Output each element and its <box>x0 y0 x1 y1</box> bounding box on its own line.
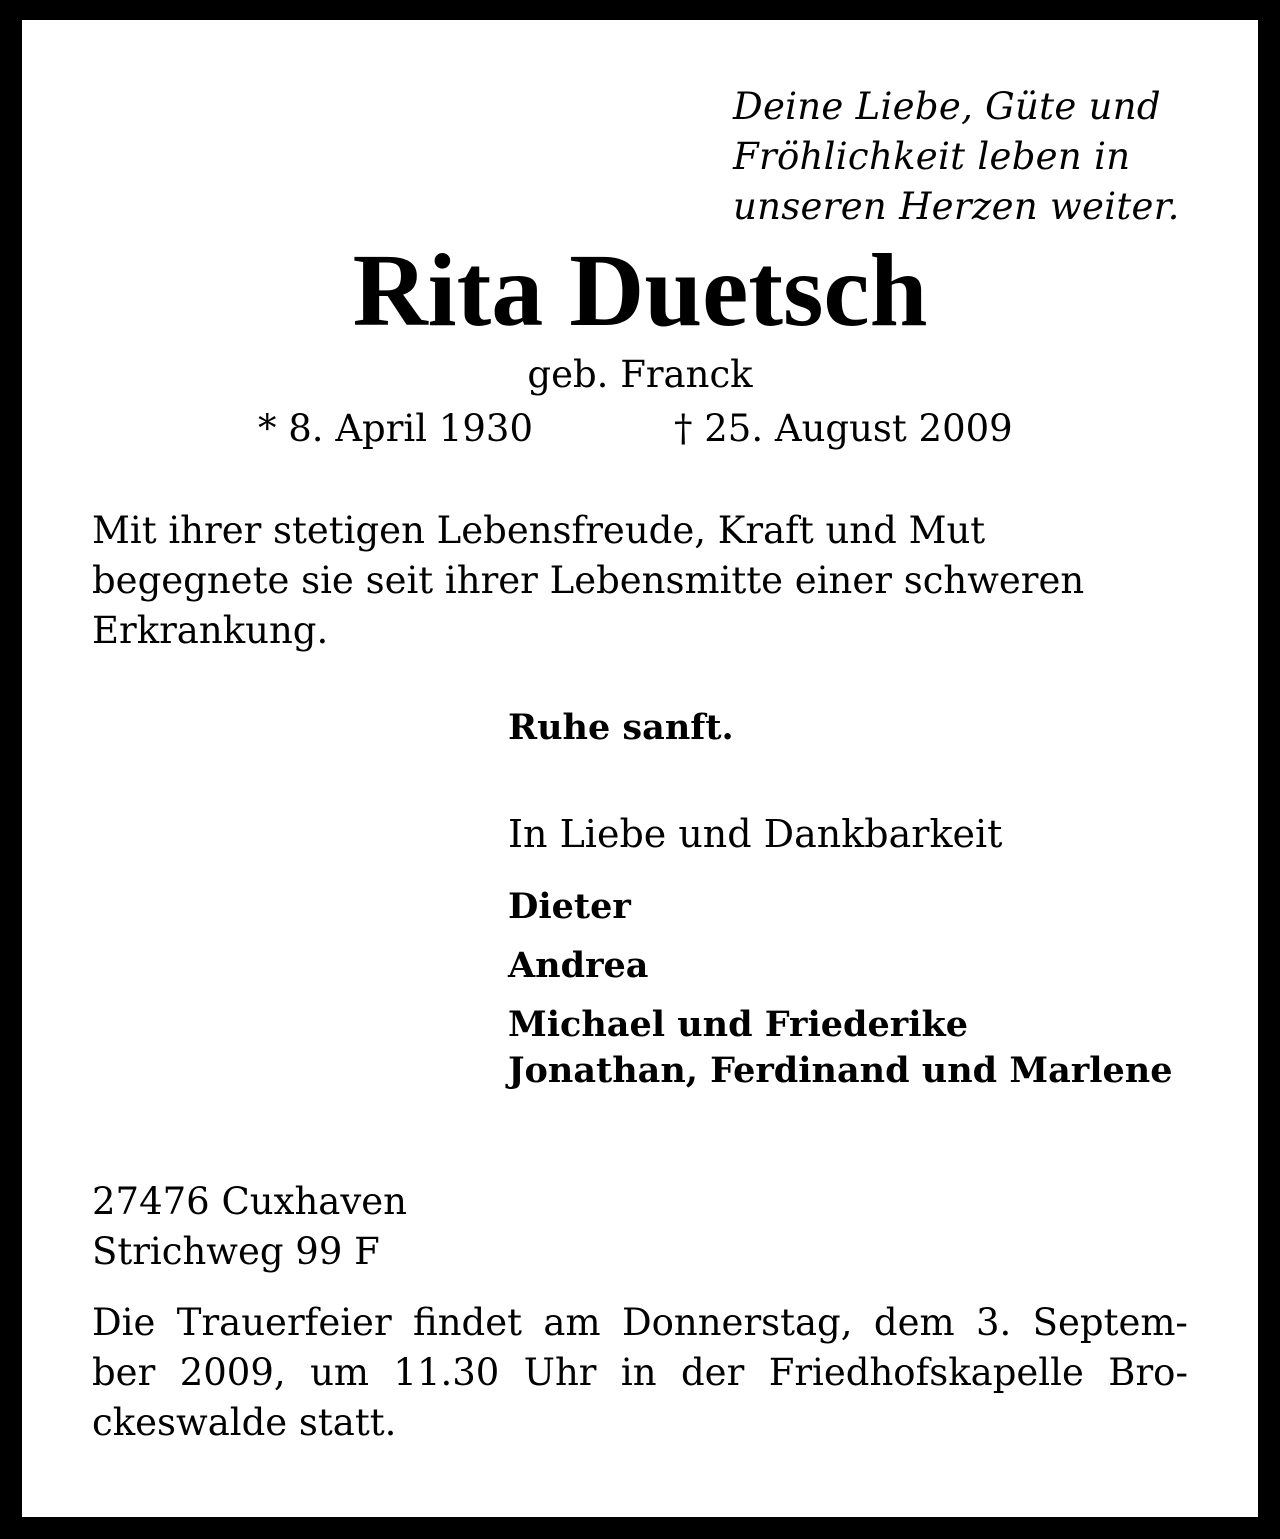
mourner-name: Jonathan, Ferdinand und Marlene <box>508 1050 1173 1091</box>
funeral-word: 11.30 <box>393 1351 500 1394</box>
motto-line: Deine Liebe, Güte und <box>733 85 1161 128</box>
motto-line: Fröhlichkeit leben in <box>733 135 1131 178</box>
funeral-notice <box>92 1298 1188 1448</box>
funeral-line-2 <box>92 1348 1188 1398</box>
tribute-paragraph <box>92 506 1084 656</box>
mourners-list <box>508 884 1172 1094</box>
closing-text: In Liebe und Dankbarkeit <box>508 812 1003 856</box>
funeral-word: der <box>680 1351 745 1394</box>
mourner-name: Dieter <box>508 886 631 927</box>
funeral-word: findet <box>413 1301 523 1344</box>
mourner-name: Michael und Friederike <box>508 1004 969 1045</box>
funeral-word: Bro- <box>1108 1351 1188 1394</box>
funeral-line-3: ckeswalde statt. <box>92 1401 397 1444</box>
funeral-word: 3. <box>975 1301 1012 1344</box>
funeral-word: ber <box>92 1351 156 1394</box>
funeral-line-1 <box>92 1298 1188 1348</box>
funeral-word: Uhr <box>523 1351 597 1394</box>
memorial-motto <box>733 82 1180 232</box>
funeral-word: um <box>310 1351 369 1394</box>
birth-date: * 8. April 1930 <box>258 407 534 450</box>
funeral-word: Friedhofskapelle <box>768 1351 1084 1394</box>
address-city: 27476 Cuxhaven <box>92 1180 407 1223</box>
tribute-line: begegnete sie seit ihrer Lebensmitte einer schweren <box>92 559 1085 602</box>
funeral-word: Trauerfeier <box>176 1301 392 1344</box>
farewell-text: Ruhe sanft. <box>508 707 734 748</box>
tribute-line: Mit ihrer stetigen Lebensfreude, Kraft und Mut <box>92 509 986 552</box>
mourner-name: Andrea <box>508 945 649 986</box>
death-date: † 25. August 2009 <box>674 407 1013 450</box>
funeral-word: Septem- <box>1032 1301 1188 1344</box>
motto-line: unseren Herzen weiter. <box>733 185 1180 228</box>
funeral-word: in <box>620 1351 657 1394</box>
funeral-word: 2009, <box>179 1351 286 1394</box>
funeral-word: Donnerstag, <box>621 1301 853 1344</box>
deceased-name: Rita Duetsch <box>352 233 928 348</box>
funeral-word: am <box>543 1301 601 1344</box>
address-street: Strichweg 99 F <box>92 1230 380 1273</box>
birth-name: geb. Franck <box>527 353 753 396</box>
mourner-address <box>92 1177 407 1277</box>
funeral-word: Die <box>92 1301 156 1344</box>
tribute-line: Erkrankung. <box>92 609 329 652</box>
funeral-word: dem <box>873 1301 955 1344</box>
